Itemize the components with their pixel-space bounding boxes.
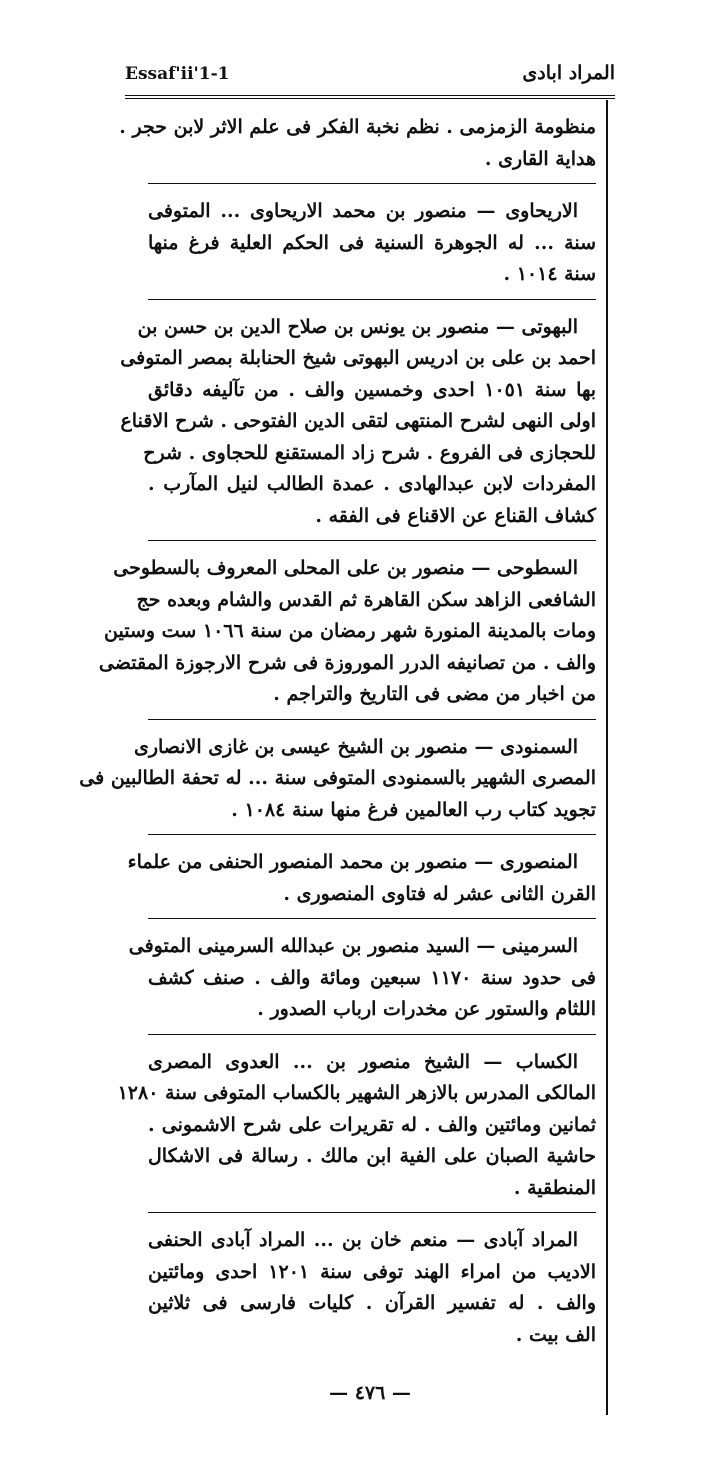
entry — [120, 312, 596, 542]
entry — [148, 1225, 596, 1359]
margin-rule — [606, 100, 608, 1415]
text-line: الكساب — الشيخ منصور بن ... العدوى المصرى — [148, 1050, 578, 1073]
text-line: المالكى المدرس بالازهر الشهير بالكساب المتوفى سنة ١٢٨٠ — [117, 1082, 596, 1104]
text-line: ومات بالمدينة المنورة شهر رمضان من سنة ١٠٦٦ ست وستين — [104, 620, 596, 642]
text-line: المنصورى — منصور بن محمد المنصور الحنفى من علماء — [127, 851, 578, 873]
text-line: الاريحاوى — منصور بن محمد الاريحاوى ... المتوفى — [148, 200, 578, 222]
entry — [148, 196, 596, 300]
running-title: المراد ابادى — [522, 62, 615, 84]
entry — [98, 553, 596, 720]
text-line: والف . له تفسير القرآن . كليات فارسى فى ثلاثين — [148, 1292, 596, 1314]
text-line: حاشية الصبان على الفية ابن مالك . رسالة فى الاشكال — [148, 1145, 596, 1167]
text-line: المنطقية . — [513, 1176, 596, 1199]
text-line: الاديب من امراء الهند توفى سنة ١٢٠١ احدى ومائتين — [148, 1260, 596, 1283]
text-line: المصرى الشهير بالسمنودى المتوفى سنة ... له تحفة الطالبين فى — [79, 767, 596, 789]
text-line: البهوتى — منصور بن يونس بن صلاح الدين بن حسن بن — [137, 315, 578, 338]
text-line: تجويد كتاب رب العالمين فرغ منها سنة ١٠٨٤ . — [231, 798, 596, 821]
text-line: اولى النهى لشرح المنتهى لتقى الدين الفتوحى . شرح الاقناع — [120, 410, 596, 432]
text-line: والف . من تصانيفه الدرر الموروزة فى شرح الارجوزة المقتضى — [98, 651, 596, 674]
text-line: المفردات لابن عبدالهادى . عمدة الطالب لنيل المآرب . — [148, 473, 596, 495]
text-line: كشاف القناع عن الاقناع فى الفقه . — [315, 504, 596, 527]
entry — [128, 931, 596, 1035]
text-line: سنة ١٠١٤ . — [503, 263, 596, 285]
text-line: الشافعى الزاهد سكن القاهرة ثم القدس والشام وبعده حج — [136, 588, 596, 611]
text-line: سنة ... له الجوهرة السنية فى الحكم العلية فرغ منها — [148, 231, 596, 254]
text-line: السطوحى — منصور بن على المحلى المعروف بالسطوحى — [113, 557, 578, 579]
entry — [117, 1047, 596, 1214]
text-line: احمد بن على بن ادريس البهوتى شيخ الحنابلة بمصر المتوفى — [120, 347, 596, 369]
text-line: للحجازى فى الفروع . شرح زاد المستقنع للحجاوى . شرح — [143, 441, 596, 464]
header-code: Essaf'ii'1-1 — [125, 64, 230, 84]
header-rule — [125, 95, 615, 99]
text-line: بها سنة ١٠٥١ احدى وخمسين والف . من تآليفه دقائق — [148, 378, 596, 401]
entry — [119, 112, 596, 184]
entry — [79, 732, 596, 836]
text-line: الف بيت . — [515, 1323, 596, 1346]
entries-column — [79, 112, 596, 1359]
text-line: السمنودى — منصور بن الشيخ عيسى بن غازى الانصارى — [133, 735, 578, 758]
page-number: — ٤٧٦ — — [329, 1382, 411, 1404]
text-line: المراد آبادى — منعم خان بن ... المراد آبادى الحنفى — [148, 1229, 578, 1251]
text-line: القرن الثانى عشر له فتاوى المنصورى . — [283, 882, 596, 905]
text-line: اللثام والستور عن مخدرات ارباب الصدور . — [257, 998, 596, 1020]
text-line: فى حدود سنة ١١٧٠ سبعين ومائة والف . صنف كشف — [148, 966, 596, 989]
entry — [127, 847, 596, 919]
text-line: منظومة الزمزمى . نظم نخبة الفكر فى علم الاثر لابن حجر . — [119, 116, 596, 138]
text-line: هداية القارى . — [484, 147, 596, 170]
text-line: من اخبار من مضى فى التاريخ والتراجم . — [273, 683, 596, 705]
text-line: السرمينى — السيد منصور بن عبدالله السرمينى المتوفى — [128, 935, 578, 957]
page-header — [125, 62, 615, 92]
text-line: ثمانين ومائتين والف . له تقريرات على شرح الاشمونى . — [148, 1113, 596, 1136]
